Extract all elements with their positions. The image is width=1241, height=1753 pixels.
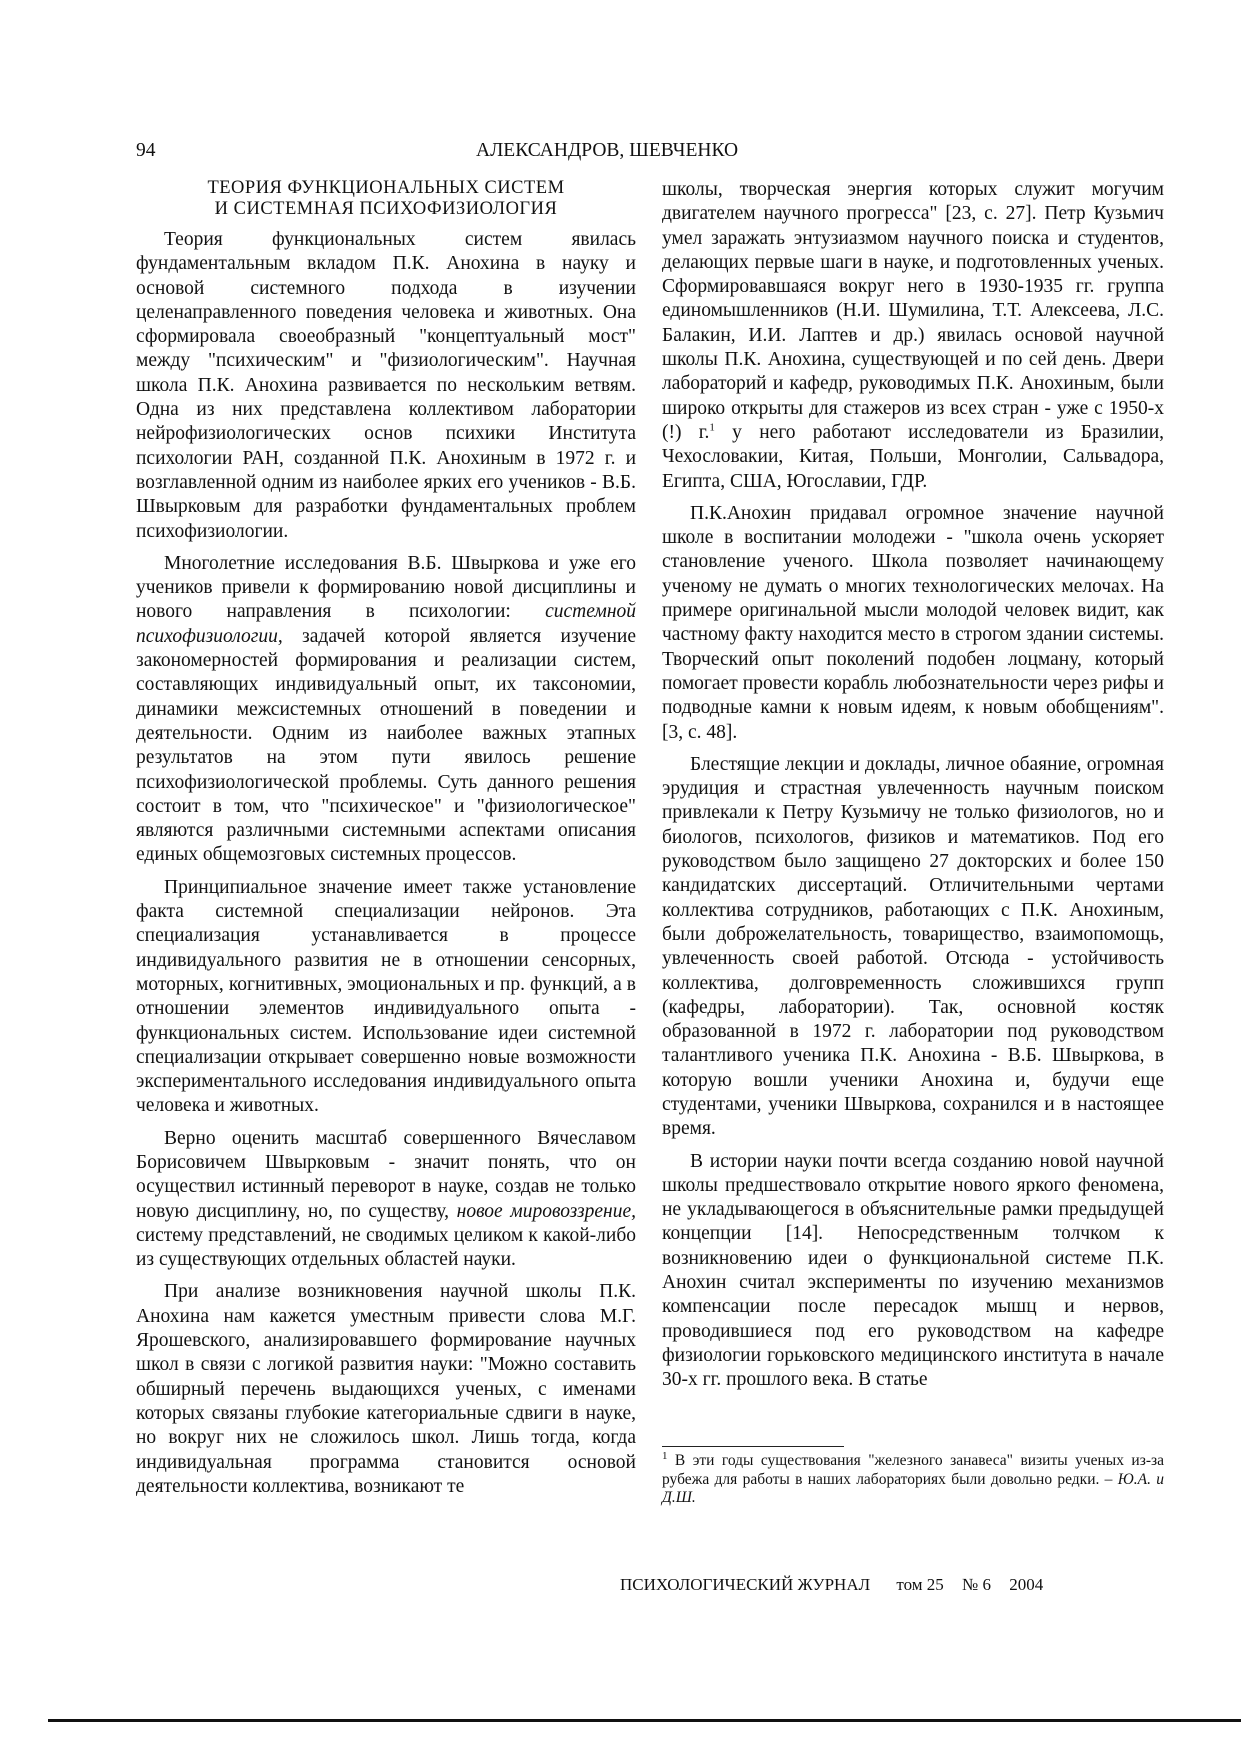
- footnote-text: В эти годы существования "железного занавеса" визиты ученых из-за рубежа для работы в наших лабораториях были довольно редки. –: [662, 1452, 1164, 1488]
- section-title: [136, 178, 636, 220]
- journal-volume: том 25: [896, 1575, 944, 1594]
- footnote-divider: [662, 1446, 844, 1447]
- section-title-line-2: И СИСТЕМНАЯ ПСИХОФИЗИОЛОГИЯ: [214, 199, 558, 219]
- page-number: 94: [136, 140, 156, 161]
- footnote-ref: 1: [709, 421, 715, 434]
- journal-year: 2004: [1009, 1575, 1044, 1594]
- paragraph: В истории науки почти всегда созданию новой научной школы предшествовало открытие нового яркого феномена, не укладывающегося в объяснительные рамки предыдущей концепции [14]. Непосредственным толчком к возникновению идеи о функциональной системе П.К. Анохин считал эксперименты по изучению механизмов компенсации после пересадок мышц и нервов, проводившиеся под его руководством на кафедре физиологии горьковского медицинского института в начале 30-х гг. прошлого века. В статье: [662, 1150, 1164, 1391]
- journal-issue: № 6: [962, 1575, 992, 1594]
- paragraph: Многолетние исследования В.Б. Швыркова и уже его учеников привели к формированию новой дисциплины и нового направления в психологии: системной психофизиологии, задачей которой является изучение закономерностей формирования и реализации систем, составляющих индивидуальный опыт, их таксономии, динамики межсистемных отношений в поведении и деятельности. Одним из наиболее важных этапных результатов на этом пути явилось решение психофизиологической проблемы. Суть данного решения состоит в том, что "психическое" и "физиологическое" являются различными системными аспектами описания единых общемозговых системных процессов.: [136, 552, 636, 866]
- running-title: АЛЕКСАНДРОВ, ШЕВЧЕНКО: [476, 140, 739, 161]
- journal-name: ПСИХОЛОГИЧЕСКИЙ ЖУРНАЛ: [620, 1575, 871, 1594]
- left-column: [136, 178, 636, 1499]
- footnote-number: 1: [662, 1449, 668, 1462]
- paragraph: Принципиальное значение имеет также установление факта системной специализации нейронов. Эта специализация устанавливается в процессе индивидуального развития не в отношении сенсорных, моторных, когнитивных, эмоциональных и пр. функций, а в отношении элементов индивидуального опыта - функциональных систем. Использование идеи системной специализации открывает совершенно новые возможности экспериментального исследования индивидуального опыта человека и животных.: [136, 876, 636, 1117]
- paragraph-continued: школы, творческая энергия которых служит могучим двигателем научного прогресса" [23, с. 27]. Петр Кузьмич умел заражать энтузиазмом научного поиска и студентов, делающих первые шаги в науке, и подготовленных ученых. Сформировавшаяся вокруг него в 1930-1935 гг. группа единомышленников (Н.И. Шумилина, Т.Т. Алексеева, Л.С. Балакин, И.И. Лаптев и др.) явилась основой научной школы П.К. Анохина, существующей и по сей день. Двери лабораторий и кафедр, руководимых П.К. Анохиным, были широко открыты для стажеров из всех стран - уже с 1950-х (!) г.$^1$ у него работают исследователи из Бразилии, Чехословакии, Китая, Польши, Монголии, Сальвадора, Египта, США, Югославии, ГДР.: [662, 179, 1165, 492]
- emphasis: новое мировоззрение,: [456, 1200, 636, 1222]
- footnote: [662, 1449, 1164, 1508]
- emphasis: системной психофизиологии,: [136, 601, 636, 647]
- footnote-authors: Ю.А. и Д.Ш.: [662, 1470, 1164, 1506]
- paragraph: При анализе возникновения научной школы П.К. Анохина нам кажется уместным привести слова М.Г. Ярошевского, анализировавшего формирование научных школ в связи с логикой развития науки: "Можно составить обширный перечень выдающихся ученых, с именами которых связаны глубокие категориальные сдвиги в науке, но вокруг них не сложилось школ. Лишь тогда, когда индивидуальная программа становится основой деятельности коллектива, возникают те: [136, 1281, 636, 1497]
- paragraph: Блестящие лекции и доклады, личное обаяние, огромная эрудиция и страстная увлеченность научным поиском привлекали к Петру Кузьмичу не только физиологов, но и биологов, психологов, физиков и математиков. Под его руководством было защищено 27 докторских и более 150 кандидатских диссертаций. Отличительными чертами коллектива сотрудников, работающих с П.К. Анохиным, были доброжелательность, товарищество, взаимопомощь, увлеченность своей работой. Отсюда - устойчивость коллектива, долговременность сложившихся групп (кафедры, лаборатории). Так, основной костяк образованной в 1972 г. лаборатории под руководством талантливого ученика П.К. Анохина - В.Б. Швыркова, в которую вошли ученики Анохина и, будучи еще студентами, ученики Швыркова, сохранился и в настоящее время.: [662, 753, 1164, 1140]
- paragraph: Теория функциональных систем явилась фундаментальным вкладом П.К. Анохина в науку и основой системного подхода в изучении целенаправленного поведения человека и животных. Она сформировала своеобразный "концептуальный мост" между "психическим" и "физиологическим". Научная школа П.К. Анохина развивается по нескольким ветвям. Одна из них представлена коллективом лаборатории нейрофизиологических основ психики Института психологии РАН, созданной П.К. Анохиным в 1972 г. и возглавленной одним из наиболее ярких его учеников - В.Б. Швырковым для разработки фундаментальных проблем психофизиологии.: [136, 229, 636, 542]
- section-title-line-1: ТЕОРИЯ ФУНКЦИОНАЛЬНЫХ СИСТЕМ: [207, 178, 565, 198]
- page-header: [136, 138, 1101, 164]
- paragraph: П.К.Анохин придавал огромное значение научной школе в воспитании молодежи - "школа очень ускоряет становление ученого. Школа позволяет начинающему ученому не думать о многих технологических мелочах. На примере оригинальной мысли молодой человек видит, как частному факту находится место в строгом здании системы. Творческий опыт поколений подобен лоцману, который помогает провести корабль любознательности через рифы и подводные камни к новым идеям, к новым обобщениям". [3, с. 48].: [662, 502, 1164, 743]
- journal-footer: [620, 1574, 1057, 1596]
- paragraph: Верно оценить масштаб совершенного Вячеславом Борисовичем Швырковым - значит понять, что он осуществил истинный переворот в науке, создав не только новую дисциплину, но, по существу, новое мировоззрение, систему представлений, не сводимых целиком к какой-либо из существующих отдельных областей науки.: [136, 1127, 636, 1271]
- page-bottom-rule: [48, 1719, 1241, 1722]
- right-column: [662, 178, 1164, 1393]
